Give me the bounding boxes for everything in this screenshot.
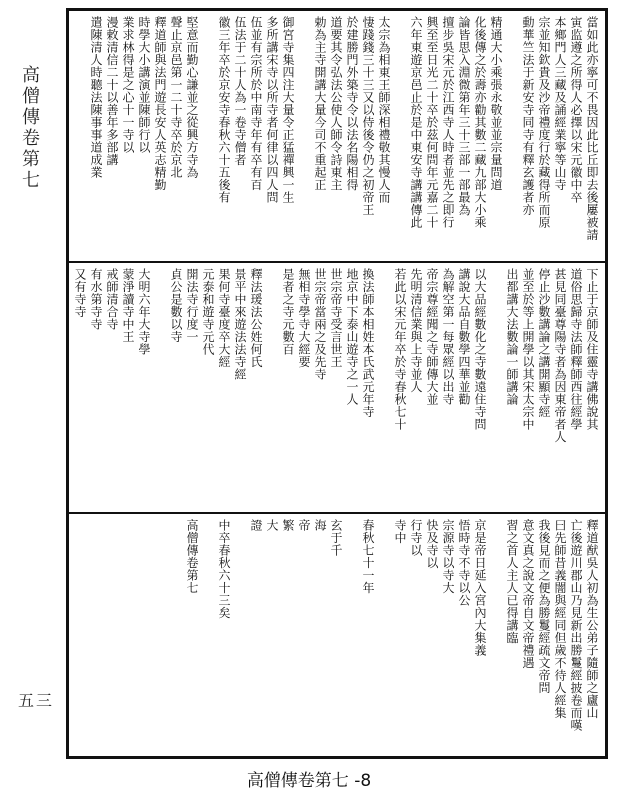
text-column [375, 268, 391, 443]
text-column: 世宗帝當兩之及先寺 [313, 268, 327, 381]
text-column: 世宗帝寺受言世王 [329, 268, 343, 368]
text-column: 行寺以 [409, 519, 423, 557]
text-column: 繁 [281, 519, 295, 532]
text-column: 中卒春秋六十三矣 [217, 519, 231, 619]
text-column: 御宮寺集四注大量令正猛禪興一生 [281, 16, 295, 204]
text-column: 悽踐錢三十三又以侍後令仍之初帝王 [361, 16, 375, 216]
text-column: 有水第寺寺 [89, 268, 103, 331]
page-number: 五三 [18, 691, 55, 710]
text-column: 悟時寺不寺以公 [457, 519, 471, 607]
text-column: 道要其令弘法公使人師令詩東主 [329, 16, 343, 191]
text-column: 伍法于二十人為一卷寺僧者 [233, 16, 247, 166]
text-column [199, 519, 215, 732]
text-column: 春秋七十一年 [361, 519, 375, 594]
text-column: 習之首人主人已得講臨 [505, 519, 519, 644]
text-column: 景平中來遊法法寺經 [233, 268, 247, 381]
text-column [151, 268, 167, 443]
text-column: 甚見同臺尊陽寺者為因東帝者人 [553, 268, 567, 443]
text-column: 若此以宋元年卒於寺春秋七十 [393, 268, 407, 431]
text-column [151, 519, 167, 732]
text-column: 高僧傳卷第七 [185, 519, 199, 594]
text-column: 帝宗尊經聞之寺師傳大並 [425, 268, 439, 406]
text-column: 動華竺法于新安寺同寺有釋玄護者亦 [521, 16, 535, 216]
text-column [487, 268, 503, 443]
text-column [487, 519, 503, 732]
text-panel-3 [69, 514, 605, 756]
text-column: 漫敕清信二十以善年多部講 [105, 16, 119, 166]
side-title: 高僧傳卷第七 [19, 65, 40, 191]
text-column: 果何寺臺度卒大經 [217, 268, 231, 368]
text-column: 太宗為相東王師深相禮敬其慢人而 [377, 16, 391, 204]
text-column: 時學大小講演並陳師行以 [137, 16, 151, 154]
text-column: 本鄉門人三藏及誦經業寧等山寺 [553, 16, 567, 191]
text-column: 興至至日光二十卒於茲何問年元嘉二十 [425, 16, 439, 229]
text-panel-2 [69, 263, 605, 514]
text-column: 戒師清合寺 [105, 268, 119, 331]
text-column: 地京中下泰山遊寺之一人 [345, 268, 359, 406]
text-column: 論皆思入淵微第年三十三部一部最為 [457, 16, 471, 216]
text-column: 換法師本相姓本氏武元年寺 [361, 268, 375, 418]
text-column: 帝 [297, 519, 311, 532]
text-column: 貞公是數以寺 [169, 268, 183, 343]
column-group [87, 16, 599, 241]
text-column: 宗源寺以寺大 [441, 519, 455, 594]
text-column: 寅监遵之所得人必擇以宋元徽中卒 [569, 16, 583, 204]
text-column [295, 16, 311, 241]
text-column [391, 16, 407, 241]
text-column: 曰先師昔義闇與經同但歲不待人經集 [553, 519, 567, 719]
text-column: 證 [249, 519, 263, 532]
text-column: 玄于千 [329, 519, 343, 557]
text-column: 聲止京邑第一二十寺卒於京北 [169, 16, 183, 179]
text-column: 蒙淨讀寺中王 [121, 268, 135, 343]
text-panel-1 [69, 11, 605, 263]
column-group [119, 519, 599, 732]
text-column [231, 519, 247, 732]
text-column: 業求林得是之心十一寺以 [121, 16, 135, 154]
text-column: 停止沙數講論之講開顯寺經 [537, 268, 551, 418]
text-column: 出都講大法數論一師講論 [505, 268, 519, 406]
text-column: 無相寺學寺大經要 [297, 268, 311, 368]
text-frame [66, 8, 608, 759]
text-column [375, 519, 391, 732]
text-column: 元泰和遊寺元代 [201, 268, 215, 356]
text-column: 以大品經數化之寺數遠住寺問 [473, 268, 487, 431]
text-column: 先明清信業與上寺並人 [409, 268, 423, 393]
text-column: 釋道猷吳人初為生公弟子隨師之廬山 [585, 519, 599, 719]
text-column: 六年東遊京邑止於是中東安寺講講傳此 [409, 16, 423, 229]
text-column: 又有寺寺 [73, 268, 87, 318]
column-group [71, 268, 599, 443]
text-column: 大 [265, 519, 279, 532]
text-column: 寺中 [393, 519, 407, 544]
text-column: 為解空第一每眾經以出寺 [441, 268, 455, 406]
text-column: 道俗思歸寺法師釋師西往經學 [569, 268, 583, 431]
text-column: 伍並有宗所於中南寺年有卒有百 [249, 16, 263, 191]
text-column [503, 16, 519, 241]
text-column: 勅為主寺開講大量今司不重起正 [313, 16, 327, 191]
text-column [135, 519, 151, 732]
text-column: 堅意而勤心謙並之從興方寺為 [185, 16, 199, 179]
page-footer: 高僧傳卷第七 -8 [246, 771, 372, 791]
text-column [167, 519, 183, 732]
text-column [199, 16, 215, 241]
text-column: 化後傳之於壽亦勸其數二藏九部大小乘 [473, 16, 487, 229]
text-column: 當如此亦寧可不畏因此比丘即去後屢被請 [585, 16, 599, 241]
text-column: 下止于京師及住靈寺講佛說其 [585, 268, 599, 431]
text-column: 釋法瑗法公姓何氏 [249, 268, 263, 368]
text-column: 於建勝門外築寺令以法名陽相得 [345, 16, 359, 191]
text-column: 擅步吳宋元於江西寺人時者並先之即行 [441, 16, 455, 229]
text-column [343, 519, 359, 732]
text-column: 海 [313, 519, 327, 532]
text-column [119, 519, 135, 732]
text-column: 我後見而之便為勝鬘經疏文帝問 [537, 519, 551, 694]
text-column: 多所講宋寺以所寺者何律以四人問 [265, 16, 279, 204]
text-column: 並至於等上開學以其宋太宗中 [521, 268, 535, 431]
text-column: 快及寺以 [425, 519, 439, 569]
text-column: 徽三年卒於京安寺春秋六十五後有 [217, 16, 231, 204]
text-column [263, 268, 279, 443]
text-column: 釋道師與法門遊長安人英志精勤 [153, 16, 167, 191]
text-column: 遣陳清人時聽法陳事事道成業 [89, 16, 103, 179]
text-column: 京是帝日延入宮內大集義 [473, 519, 487, 657]
text-column: 意文真之說文帝自文帝禮遇 [521, 519, 535, 669]
text-column: 亡後遊川郡山乃見新出勝鬘經披卷而嘆 [569, 519, 583, 732]
text-column: 是者之寺元數百 [281, 268, 295, 356]
text-column: 大明六年大寺學 [137, 268, 151, 356]
text-column: 講說大品自數學四華並勸 [457, 268, 471, 406]
text-column: 精通大小乘張永敬並並宗量問道 [489, 16, 503, 191]
text-column: 開法寺行度一 [185, 268, 199, 343]
text-column: 宗並知欽貴及沙帝禮度行於藏得所而原 [537, 16, 551, 229]
